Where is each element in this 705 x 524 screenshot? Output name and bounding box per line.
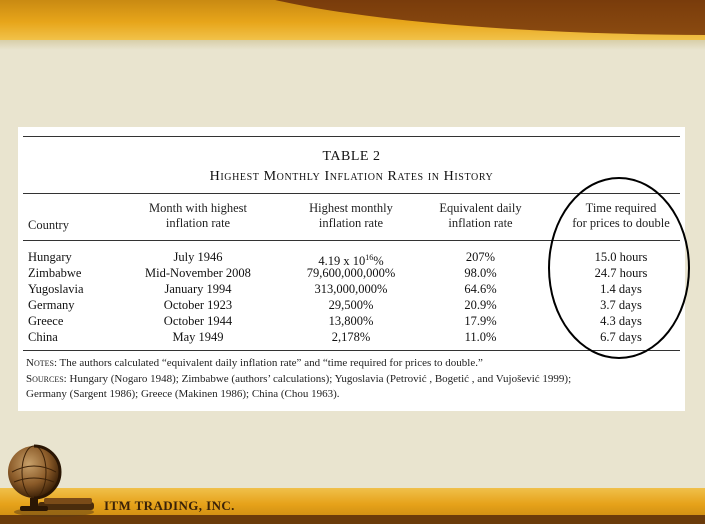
table-notes [26, 357, 483, 370]
header-daily-line2: inflation rate [448, 216, 513, 230]
cell-monthly-base: 4.19 x 10 [318, 254, 366, 269]
cell-monthly-rate: 313,000,000% [314, 282, 388, 296]
cell-time-to-double: 4.3 days [600, 314, 642, 328]
cell-monthly-suffix: % [373, 254, 384, 269]
cell-time-to-double: 15.0 hours [594, 250, 648, 264]
highlight-circle [548, 177, 690, 359]
table-bottom-rule [23, 350, 680, 351]
cell-country: Germany [28, 298, 75, 312]
company-name: ITM TRADING, INC. [104, 498, 235, 513]
cell-monthly-rate: 2,178% [331, 330, 371, 344]
cell-daily-rate: 11.0% [464, 330, 497, 344]
header-monthly-line2: inflation rate [318, 216, 384, 230]
top-banner-arc [195, 0, 705, 35]
table-label: TABLE 2 [322, 149, 381, 164]
cell-month: January 1994 [164, 282, 232, 296]
cell-country: China [28, 330, 58, 344]
cell-country: Zimbabwe [28, 266, 82, 280]
cell-monthly-rate: 29,500% [328, 298, 374, 312]
header-time-line2: for prices to double [572, 216, 670, 230]
cell-daily-rate: 207% [465, 250, 496, 264]
header-country: Country [28, 218, 69, 232]
sources-label: Sources: [26, 373, 67, 385]
cell-time-to-double: 24.7 hours [594, 266, 648, 280]
cell-month: May 1949 [172, 330, 224, 344]
cell-daily-rate: 20.9% [464, 298, 497, 312]
header-month-line1: Month with highest [149, 201, 247, 215]
cell-country: Yugoslavia [28, 282, 84, 296]
table-title: Highest Monthly Inflation Rates in History [209, 169, 494, 184]
cell-month: October 1944 [163, 314, 233, 328]
header-month-line2: inflation rate [165, 216, 231, 230]
cell-month: October 1923 [163, 298, 233, 312]
notes-text: The authors calculated “equivalent daily inflation rate” and “time required for prices to double.” [57, 357, 483, 369]
table-sources [26, 373, 571, 386]
cell-time-to-double: 3.7 days [600, 298, 642, 312]
header-daily-rate [423, 201, 538, 231]
cell-monthly-exponent: 16 [365, 253, 374, 262]
cell-monthly-rate: 79,600,000,000% [306, 266, 396, 280]
header-monthly-line1: Highest monthly [309, 201, 393, 215]
cell-time-to-double: 1.4 days [600, 282, 642, 296]
top-banner-shadow [0, 40, 705, 50]
cell-country: Hungary [28, 250, 72, 264]
cell-daily-rate: 64.6% [464, 282, 497, 296]
cell-monthly-rate: 13,800% [328, 314, 374, 328]
table-sources-continued: Germany (Sargent 1986); Greece (Makinen 1986); China (Chou 1963). [26, 388, 340, 400]
header-month [123, 201, 273, 231]
sources-text-line1: Hungary (Nogaro 1948); Zimbabwe (authors’ calculations); Yugoslavia (Petrović , Bogetić , and Vujošević 1999); [66, 373, 572, 385]
table-top-rule [23, 136, 680, 137]
cell-time-to-double: 6.7 days [600, 330, 642, 344]
header-monthly-rate [280, 201, 422, 231]
footer-dark-strip [0, 515, 705, 524]
cell-daily-rate: 98.0% [464, 266, 497, 280]
cell-country: Greece [28, 314, 64, 328]
cell-month: Mid-November 2008 [145, 266, 251, 280]
notes-label: Notes: [26, 357, 57, 369]
top-banner [0, 0, 705, 40]
cell-month: July 1946 [173, 250, 223, 264]
globe-on-stand-icon [4, 442, 100, 520]
header-time-line1: Time required [585, 201, 657, 215]
header-daily-line1: Equivalent daily [439, 201, 522, 215]
cell-daily-rate: 17.9% [464, 314, 497, 328]
